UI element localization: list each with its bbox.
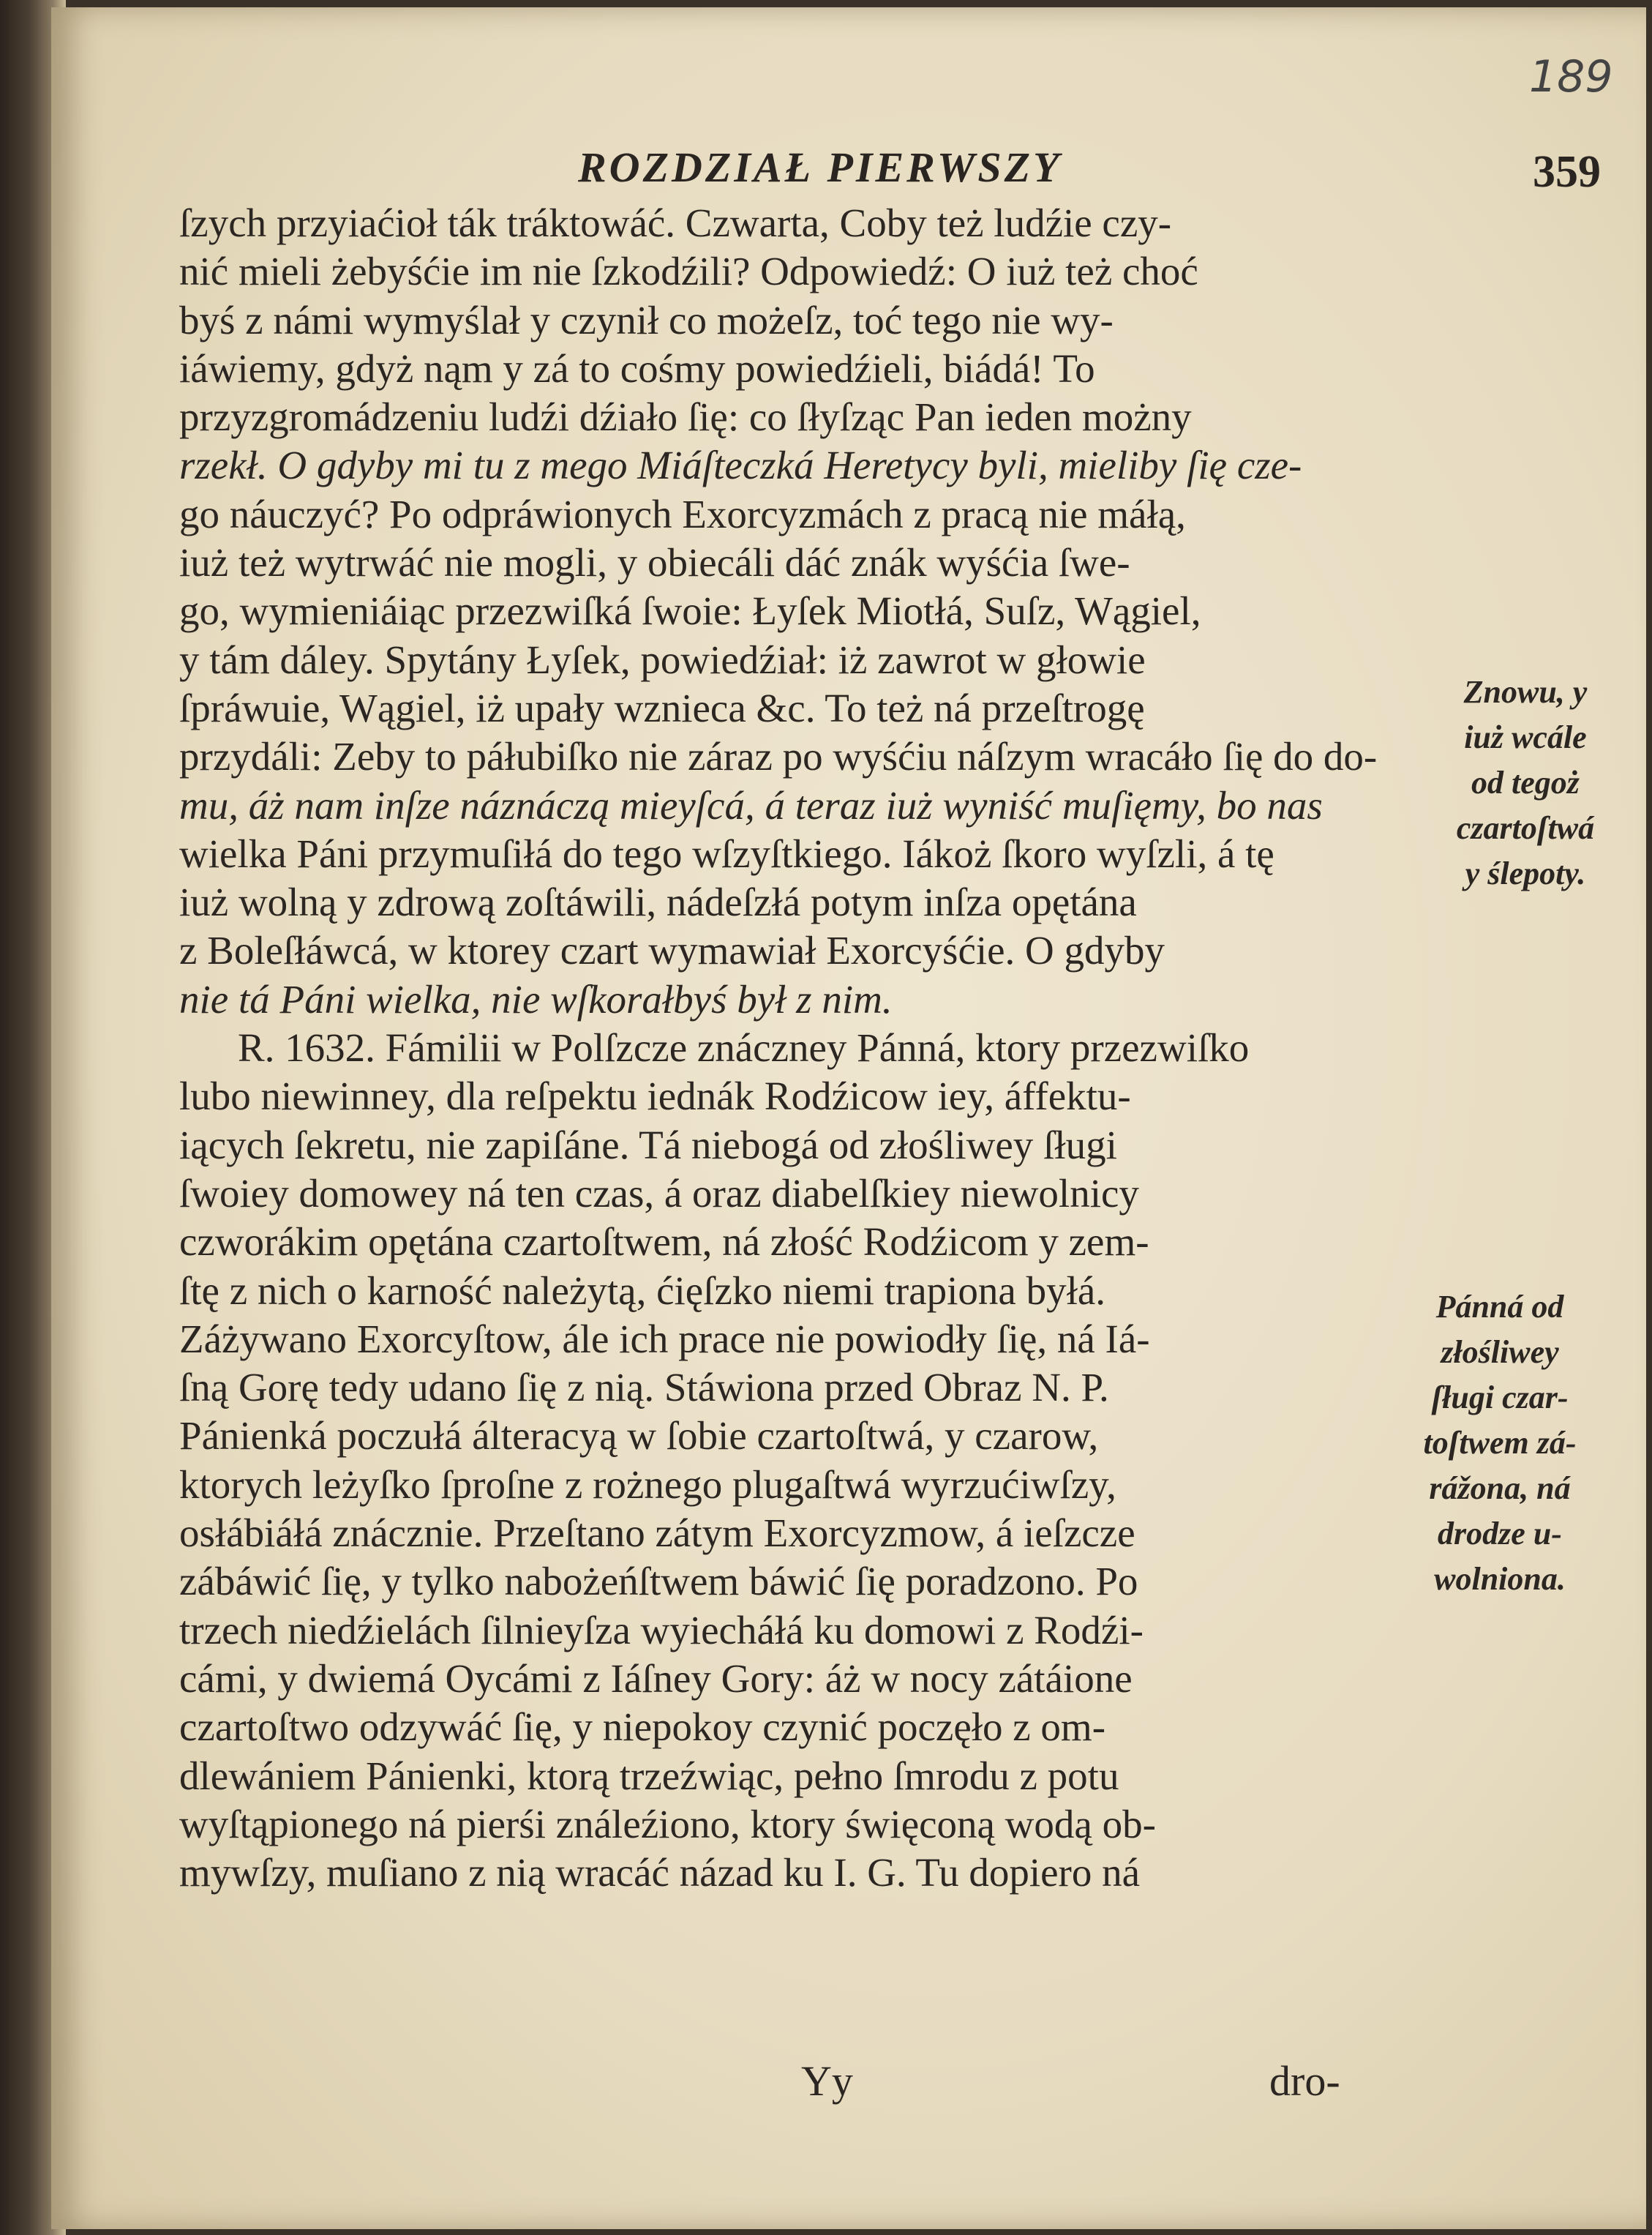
text-line: mywſzy, muſiano z nią wracáć názad ku I. G. Tu dopiero ná <box>179 1850 1141 1895</box>
text-line: przyzgromádzeniu ludźi dźiało ſię: co ſłyſząc Pan ieden możny <box>179 394 1192 440</box>
margin-note-2 <box>1412 1284 1588 1602</box>
margin-note-line: złośliwey <box>1441 1334 1559 1370</box>
text-line: mu, áż nam inſze náznáczą mieyſcá, á teraz iuż wyniść muſięmy, bo nas <box>179 782 1323 828</box>
text-line: ſpráwuie, Wągiel, iż upały wznieca &c. To też ná przeſtrogę <box>179 685 1145 730</box>
text-line: ſzych przyiaćioł ták tráktowáć. Czwarta, Coby też ludźie czy- <box>179 201 1172 245</box>
main-text <box>179 199 1427 1897</box>
text-line: z Boleſłáwcá, w ktorey czart wymawiał Exorcyśćie. O gdyby <box>179 928 1165 973</box>
text-line: iuż też wytrwáć nie mogli, y obiecáli dáć znák wyśćia ſwe- <box>179 540 1130 585</box>
text-line: zábáwić ſię, y tylko nabożeńſtwem báwić ſię poradzono. Po <box>179 1559 1138 1604</box>
text-line: go náuczyć? Po odpráwionych Exorcyzmách z pracą nie máłą, <box>179 491 1186 536</box>
text-line: wielka Páni przymuſiłá do tego wſzyſtkiego. Iákoż ſkoro wyſzli, á tę <box>179 831 1274 876</box>
text-line: R. 1632. Fámilii w Polſzcze znáczney Pánná, ktory przezwiſko <box>238 1025 1250 1071</box>
text-line: trzech niedźielách ſilnieyſza wyiecháłá ku domowi z Rodźi- <box>179 1607 1144 1652</box>
text-line: dlewániem Pánienki, ktorą trzeźwiąc, pełno ſmrodu z potu <box>179 1753 1119 1798</box>
margin-note-line: ſługi czar- <box>1431 1379 1569 1415</box>
margin-note-line: y ślepoty. <box>1465 856 1586 891</box>
margin-note-line: iuż wcále <box>1464 719 1587 755</box>
text-line: ſną Gorę tedy udano ſię z nią. Stáwiona przed Obraz N. P. <box>179 1365 1109 1410</box>
page-number: 359 <box>1533 147 1601 197</box>
margin-note-line: Znowu, y <box>1463 674 1588 710</box>
margin-note-line: czartoſtwá <box>1456 810 1595 846</box>
margin-note-line: wolniona. <box>1434 1561 1566 1597</box>
handwritten-folio-number: 189 <box>1529 51 1613 102</box>
catchword: dro- <box>1269 2057 1340 2105</box>
text-line: ſtę z nich o karność należytą, ćięſzko niemi trapiona byłá. <box>179 1268 1106 1313</box>
text-line: iáwiemy, gdyż nąm y zá to cośmy powiedźieli, biádá! To <box>179 345 1095 391</box>
margin-note-line: rážona, ná <box>1429 1470 1571 1506</box>
text-line: nić mieli żebyśćie im nie ſzkodźili? Odpowiedź: O iuż też choć <box>179 249 1198 294</box>
text-line: lubo niewinney, dla reſpektu iednák Rodźicow iey, áffektu- <box>179 1074 1131 1119</box>
text-line: iuż wolną y zdrową zoſtáwili, nádeſzłá potym inſza opętána <box>179 880 1137 925</box>
signature-mark: Yy <box>801 2057 853 2105</box>
text-line: y tám dáley. Spytány Łyſek, powiedźiał: iż zawrot w głowie <box>179 637 1146 682</box>
margin-note-line: od tegoż <box>1471 765 1580 801</box>
text-line: rzekł. O gdyby mi tu z mego Miáſteczká Heretycy byli, mieliby ſię cze- <box>179 443 1302 488</box>
text-line: osłábiáłá znácznie. Przeſtano zátym Exorcyzmow, á ieſzcze <box>179 1510 1135 1556</box>
text-line: byś z námi wymyślał y czynił co możeſz, toć tego nie wy- <box>179 297 1114 342</box>
text-line: Záżywano Exorcyſtow, ále ich prace nie powiodły ſię, ná Iá- <box>179 1316 1150 1361</box>
text-line: Pánienká poczułá álteracyą w ſobie czartoſtwá, y czarow, <box>179 1413 1099 1459</box>
margin-note-line: Pánná od <box>1435 1289 1564 1325</box>
running-header: ROZDZIAŁ PIERWSZY <box>578 143 1062 191</box>
margin-note-1 <box>1438 670 1613 896</box>
text-line: nie tá Páni wielka, nie wſkorałbyś był z nim. <box>179 976 893 1022</box>
margin-note-line: toſtwem zá- <box>1423 1425 1577 1461</box>
margin-note-line: drodze u- <box>1438 1516 1562 1551</box>
book-page <box>51 7 1646 2229</box>
text-line: ktorych leżyſko ſproſne z rożnego plugaſtwá wyrzućiwſzy, <box>179 1461 1116 1507</box>
text-line: go, wymieniáiąc przezwiſká ſwoie: Łyſek Miotłá, Suſz, Wągiel, <box>179 588 1201 634</box>
text-line: czartoſtwo odzywáć ſię, y niepokoy czynić poczęło z om- <box>179 1704 1106 1750</box>
text-line: wyſtąpionego ná pierśi ználeźiono, ktory święconą wodą ob- <box>179 1801 1156 1846</box>
text-line: ſwoiey domowey ná ten czas, á oraz diabelſkiey niewolnicy <box>179 1170 1139 1216</box>
text-line: czworákim opętána czartoſtwem, ná złość Rodźicom y zem- <box>179 1219 1149 1265</box>
text-line: iących ſekretu, nie zapiſáne. Tá niebogá od złośliwey ſługi <box>179 1122 1117 1167</box>
text-line: cámi, y dwiemá Oycámi z Iáſney Gory: áż w nocy zátáione <box>179 1655 1133 1701</box>
text-line: przydáli: Zeby to páłubiſko nie záraz po wyśćiu náſzym wracáło ſię do do- <box>179 734 1378 779</box>
